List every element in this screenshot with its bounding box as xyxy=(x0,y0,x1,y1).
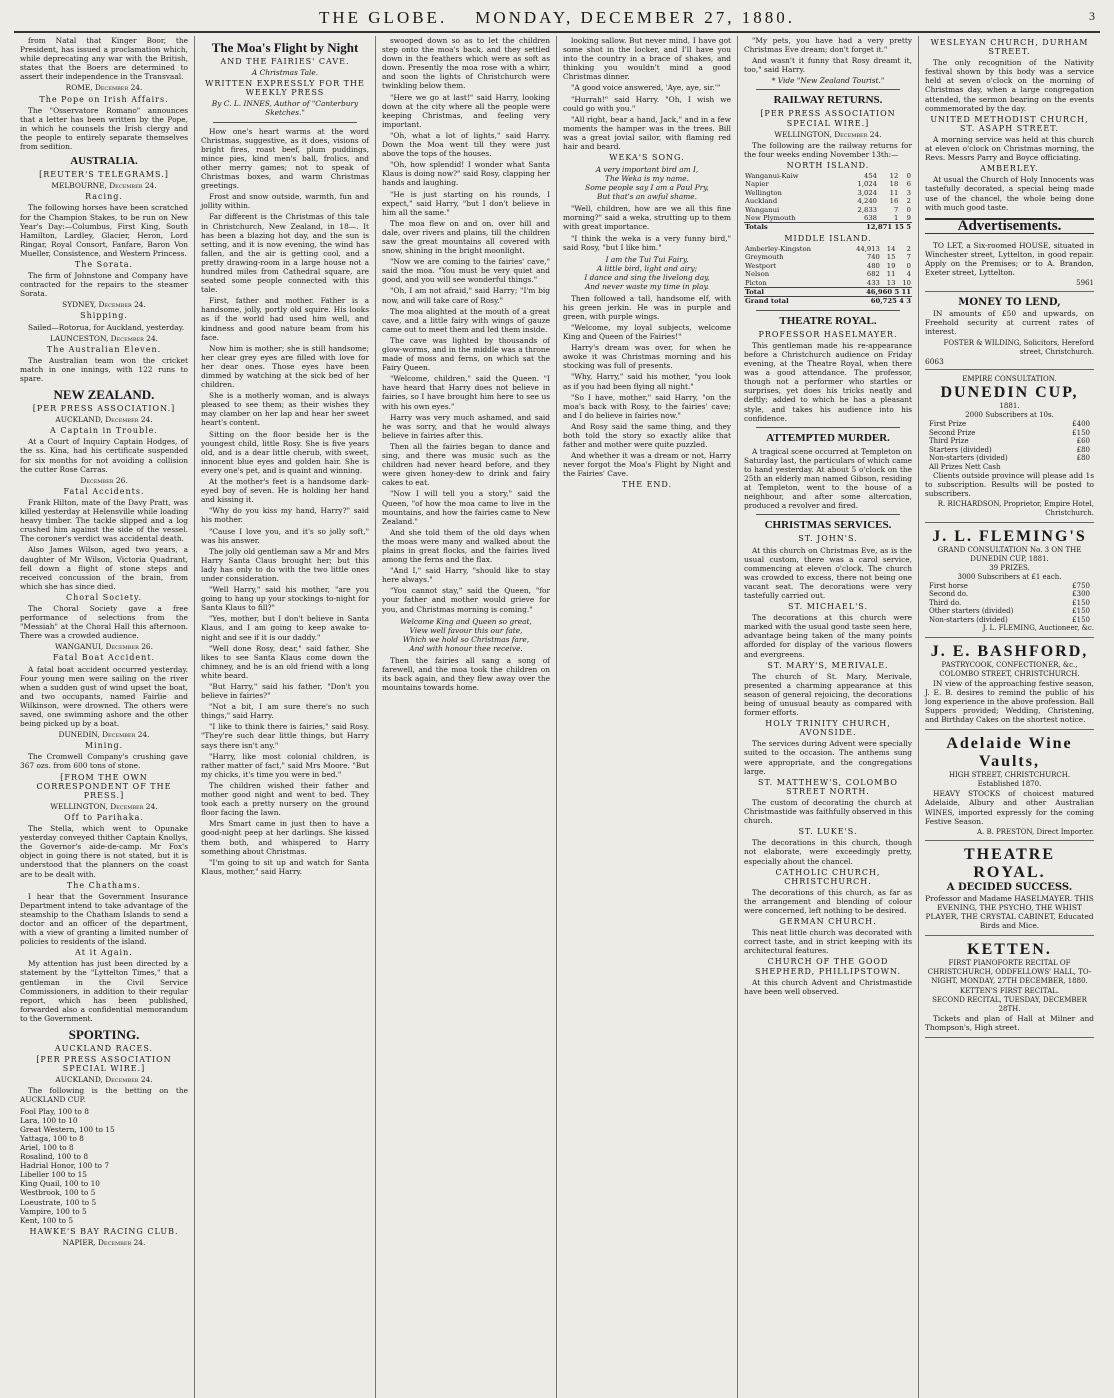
table-row: Nelson 682 11 4 xyxy=(745,270,911,279)
story-paragraph: "Not a bit, I am sure there's no such things," said Harry. xyxy=(201,702,369,721)
ad-established: Established 1870. xyxy=(977,780,1042,789)
story-paragraph: Now him is mother; she is still handsome; her clear grey eyes are filled with love for her dear ones. Those eyes have been dimmed by watching at the sick bed of her children. xyxy=(201,343,369,390)
story-paragraph: Far different is the Christmas of this tale in Christchurch, New Zealand, in 18—. It has been a blazing hot day, and the sun is setting, and it is now evening, the wind has fallen, and the air is getting cool, and a pretty drawing-room in a large house not a hundred miles from Cathedral square, are seated some people connected with this tale. xyxy=(201,212,369,295)
footnote: * Vide "New Zealand Tourist." xyxy=(771,76,885,86)
ad-big-title: J. E. BASHFORD, xyxy=(930,642,1089,660)
ad-to-let xyxy=(925,238,1094,292)
theatre-sub: PROFESSOR HASELMAYER. xyxy=(758,329,898,339)
church-text: At this church on Christmas Eve, as is the usual custom, there was a carol service, commencing at eleven o'clock. The church was crowded to excess, there not being one vacant seat. The decorations were very tastefully carried out. xyxy=(744,545,912,600)
column-2 xyxy=(195,36,376,1398)
ad-bashford xyxy=(925,640,1094,731)
story-paragraph: Harry was very much ashamed, and said he was sorry, and that he would always believe in fairies after this. xyxy=(382,412,550,440)
wellington-dateline: WELLINGTON, December 24. xyxy=(50,801,158,811)
betting-item: Vampire, 100 to 5 xyxy=(20,1206,87,1216)
story-paragraph: Then followed a tall, handsome elf, with his green jerkin. He was in purple and green, with purple wings. xyxy=(563,293,731,321)
story-paragraph: swooped down so as to let the children step onto the moa's back, and they settled down in the feathers which were as soft as down. Presently the moa rose with a whirr, and soon the lights of Christchurch were twinkling below them. xyxy=(382,36,550,91)
betting-list xyxy=(20,1107,188,1225)
tui-song xyxy=(563,255,731,291)
divider xyxy=(756,310,900,311)
church-text: The decorations in this church, though not elaborate, were exceedingly pretty, especially about the chancel. xyxy=(744,838,912,866)
prize-row: Other starters (divided) £150 xyxy=(929,607,1090,616)
shipping-headline: Shipping. xyxy=(80,311,128,321)
story-subtitle: AND THE FAIRIES' CAVE. xyxy=(220,57,350,66)
shipping-text: Sailed—Rotorua, for Auckland, yesterday. xyxy=(28,322,185,332)
church-heading: CATHOLIC CHURCH, CHRISTCHURCH. xyxy=(775,867,881,886)
story-paragraph: And Rosy said the same thing, and they both told the story so exactly alike that father and mother were quite puzzled. xyxy=(563,421,731,450)
story-paragraph: "Cause I love you, and it's so jolly soft," was his answer. xyxy=(201,526,369,545)
ad-title: MONEY TO LEND, xyxy=(958,297,1061,309)
rome-headline: The Pope on Irish Affairs. xyxy=(39,94,169,104)
ad-subtitle: A DECIDED SUCCESS. xyxy=(946,881,1073,893)
church-text: The decorations of this church, as far as the arrangement and blending of colour were concerned, left nothing to be desired. xyxy=(744,887,912,915)
story-paragraph: "Oh, how splendid! I wonder what Santa Klaus is doing now?" said Rosy, clapping her hands and laughing. xyxy=(382,160,550,188)
story-end: THE END. xyxy=(621,480,673,490)
betting-item: Great Western, 100 to 15 xyxy=(20,1124,115,1134)
columns xyxy=(14,36,1100,1398)
story-paragraph: "Here we go at last!" said Harry, looking down at the city where all the people were keeping Christmas, and feeling very important. xyxy=(382,92,550,129)
auckland-dateline: AUCKLAND, December 24. xyxy=(55,415,153,425)
story-paragraph: Harry's dream was over, for when he awoke it was Christmas morning and his stocking was full of presents. xyxy=(563,343,731,371)
sporting-source: [PER PRESS ASSOCIATION SPECIAL WIRE.] xyxy=(36,1055,172,1074)
story-paragraph: "Now we are coming to the fairies' cave," said the moa. "You must be very quiet and good, and you will see wonderful things." xyxy=(382,257,550,285)
ad-money-to-lend xyxy=(925,294,1094,370)
choral-headline: Choral Society. xyxy=(65,592,143,602)
church-text: A morning service was held at this church at eleven o'clock on Christmas morning, the Revs. Messrs Parry and Boyce officiating. xyxy=(925,134,1094,163)
column-4 xyxy=(557,36,738,1398)
betting-item: Ariel, 100 to 8 xyxy=(20,1142,74,1152)
verse-line: Which we hold so Christmas fare, xyxy=(402,634,530,644)
church-heading: ST. LUKE'S. xyxy=(798,827,858,837)
wanganui-dateline: WANGANUI, December 26. xyxy=(55,642,153,652)
hawkes-bay-dateline: NAPIER, December 24. xyxy=(62,1237,146,1247)
prize-row: First horse £750 xyxy=(929,581,1090,590)
story-paragraph: Then the fairies all sang a song of farewell, and the moa took the children on its back again, and they flew away over the mountains towards home. xyxy=(382,655,550,692)
sporting-sub: AUCKLAND RACES. xyxy=(54,1044,154,1053)
story-paragraph: looking sallow. But never mind, I have got some shot in the locker, and I'll have you into the country in a brace of shakes, and thinking you wouldn't mind a good Christmas dinner. xyxy=(563,36,731,82)
story-paragraph: "My pets, you have had a very pretty Christmas Eve dream; don't forget it." xyxy=(744,36,912,55)
verse-line: The Weka is my name. xyxy=(605,174,689,184)
church-text: This neat little church was decorated with correct taste, and in strict keeping with its architectural features. xyxy=(744,928,912,956)
story-paragraph: How one's heart warms at the word Christmas, suggestive, as it does, visions of bright fires, roast beef, plum puddings, mince pies, kind men's ball, frolics, and other merry games; not to speak of Christmas boxes, and warm Christmas greetings. xyxy=(201,126,369,191)
story-paragraph: The moa flew on and on, over hill and dale, over rivers and plains, till the children saw the great mountains all covered with snow, shining in the bright moonlight. xyxy=(382,218,550,256)
ad-subtitle: GRAND CONSULTATION No. 3 ON THE DUNEDIN CUP, 1881. xyxy=(937,545,1082,563)
murder-text: A tragical scene occurred at Templeton on Saturday last, the particulars of which came to hand yesterday. At about 5 o'clock on the 25th an elderly man named Gibson, residing at Templeton, went to the house of a neighbour, and after some altercation, produced a revolver and fired. xyxy=(744,446,912,511)
story-paragraph: "Hurrah!" said Harry. "Oh, I wish we could go with you." xyxy=(563,94,731,113)
issue-date: MONDAY, DECEMBER 27, 1880. xyxy=(475,8,796,27)
story-paragraph: "He is just starting on his rounds, I expect," said Harry, "but I don't believe in him all the same." xyxy=(382,189,550,217)
lead-paragraph: from Natal that Kinger Boor, the President, has issued a proclamation which, while deprecating any war with the British, states that the Boers are determined to assert their independence in the Transvaal. xyxy=(20,36,188,82)
story-paragraph: "I'm going to sit up and watch for Santa Klaus, mother," said Harry. xyxy=(201,857,369,876)
ad-head: EMPIRE CONSULTATION. xyxy=(962,374,1057,383)
captain-text: At a Court of Inquiry Captain Hodges, of the ss. Kina, had his certificate suspended for six months for not avoiding a collision the cutter Rose Carras. xyxy=(20,437,188,474)
betting-item: Hadrial Honor, 100 to 7 xyxy=(20,1161,110,1171)
ad-subtitle: PASTRYCOOK, CONFECTIONER, &c., xyxy=(941,660,1078,669)
betting-item: Fool Play, 100 to 8 xyxy=(20,1106,89,1116)
prize-row: Third do. £150 xyxy=(929,598,1090,607)
prize-row: Third Prize £60 xyxy=(929,437,1090,446)
story-paragraph: "Well done Rosy, dear," said father. She likes to see Santa Klaus come down the chimney, and he is an old friend with a long white beard. xyxy=(201,643,369,680)
verse-line: And with honour thee receive. xyxy=(409,643,523,653)
ad-ketten-recital xyxy=(925,938,1094,1038)
theatre-heading: THEATRE ROYAL. xyxy=(779,314,877,327)
story-paragraph: Then all the fairies began to dance and sing, and there was music such as the children had never heard before, and they were given honey-dew to drink and fairy cakes to eat. xyxy=(382,441,550,488)
ad-number: 6063 xyxy=(925,356,944,366)
church-heading: ST. MARY'S, MERIVALE. xyxy=(767,660,889,670)
divider xyxy=(756,427,900,428)
betting-item: Libeller 100 to 15 xyxy=(20,1170,87,1180)
ad-text: TO LET, a Six-roomed HOUSE, situated in Winchester street, Lyttelton, in good repair. Apply on the Premises; or to A. Brandon, Exeter street, Lyttelton. xyxy=(925,240,1094,278)
sorata-headline: The Sorata. xyxy=(74,259,134,269)
ad-subtitle: FIRST PIANOFORTE RECITAL OF CHRISTCHURCH, ODDFELLOWS' HALL, TO-NIGHT, MONDAY, 27TH DECEMBER, 1880. xyxy=(927,959,1092,986)
prize-row: Second do. £300 xyxy=(929,590,1090,599)
ad-number: 5961 xyxy=(1076,279,1094,288)
prize-row: All Prizes Nett Cash xyxy=(929,462,1001,471)
eleven-headline: The Australian Eleven. xyxy=(46,344,162,354)
sydney-dateline: SYDNEY, December 24. xyxy=(62,300,146,310)
story-paragraph: "Oh, what a lot of lights," said Harry. Down the Moa went till they were just above the tops of the houses. xyxy=(382,130,550,159)
dunedin-dateline: DUNEDIN, December 24. xyxy=(58,730,150,740)
wellington-source: [FROM THE OWN CORRESPONDENT OF THE PRESS.] xyxy=(36,772,172,800)
church-heading: CHURCH OF THE GOOD SHEPHERD, PHILLIPSTOWN. xyxy=(754,957,902,976)
ad-big-title: Adelaide Wine Vaults, xyxy=(946,735,1073,771)
story-tale: A Christmas Tale. xyxy=(251,68,319,78)
ad-text: Tickets and plan of Hall at Milner and Thompson's, High street. xyxy=(925,1013,1094,1032)
weka-song xyxy=(563,165,731,201)
story-paragraph: She is a motherly woman, and is always pleased to see them; as their wishes they may clamber on her lap and hear her sweet heart's content. xyxy=(201,391,369,428)
fatal-text: Frank Hilton, mate of the Davy Pratt, was killed yesterday at Helensville while loading heavy timber. The tackle slipped and a log crushed him against the side of the vessel. The coroner's verdict was accidental death. xyxy=(20,497,188,544)
verse-line: Some people say I am a Paul Pry, xyxy=(585,183,709,193)
at-again-headline: At it Again. xyxy=(75,948,133,958)
railway-heading: RAILWAY RETURNS. xyxy=(773,94,883,107)
church-text: At this church Advent and Christmastide have been well observed. xyxy=(744,977,912,996)
story-paragraph: "Welcome, my loyal subjects, welcome King and Queen of the Fairies!" xyxy=(563,322,731,342)
story-paragraph: "Why do you kiss my hand, Harry?" said his mother. xyxy=(201,506,369,525)
betting-item: King Quail, 100 to 10 xyxy=(20,1179,101,1189)
sporting-intro: The following is the betting on the AUCKLAND CUP. xyxy=(20,1086,188,1105)
ad-second-recital: SECOND RECITAL, TUESDAY, DECEMBER 28TH. xyxy=(932,995,1087,1013)
column-5 xyxy=(738,36,919,1398)
divider xyxy=(213,122,357,123)
ad-text: HEAVY STOCKS of choicest matured Adelaide, Albury and other Australian WINES, imported expressly for the coming Festive Season. xyxy=(925,789,1094,826)
story-paragraph: "Well Harry," said his mother, "are you going to hang up your stockings to-night for Santa Klaus to fill?" xyxy=(201,585,369,613)
masthead xyxy=(14,8,1100,33)
story-paragraph: "Why, Harry," said his mother, "you look as if you had been flying all night." xyxy=(563,372,731,391)
table-row: Napier 1,024 18 6 xyxy=(745,180,911,189)
nz-heading: NEW ZEALAND. xyxy=(53,387,155,403)
ad-firm: FOSTER & WILDING, Solicitors, Hereford street, Christchurch. xyxy=(943,338,1094,356)
story-paragraph: "I think the weka is a very funny bird," said Rosy, "but I like him." xyxy=(563,233,731,252)
ad-big-title: DUNEDIN CUP, xyxy=(940,383,1079,401)
ad-firm: A. B. PRESTON, Direct Importer. xyxy=(976,827,1094,836)
story-paragraph: Sitting on the floor beside her is the youngest child, little Rosy. She is five years old, and is a dear little cherub, with sweet, innocent blue eyes and golden hair. She is every one's pet, and is quaint and winning. xyxy=(201,429,369,475)
betting-item: Yattaga, 100 to 8 xyxy=(20,1133,84,1143)
ad-subscribers: 2000 Subscribers at 10s. xyxy=(965,411,1054,419)
ad-address: COLOMBO STREET, CHRISTCHURCH. xyxy=(939,669,1080,678)
story-byline: WRITTEN EXPRESSLY FOR THE WEEKLY PRESS xyxy=(205,79,365,98)
table-row: New Plymouth 638 1 9 xyxy=(745,214,911,223)
story-paragraph: "Yes, mother, but I don't believe in Santa Klaus, and I am going to keep awake to-night and see if it is our daddy." xyxy=(201,614,369,642)
story-paragraph: And whether it was a dream or not, Harry never forgot the Moa's Flight by Night and the Fairies' Cave. xyxy=(563,451,731,479)
ad-big-title: KETTEN. xyxy=(967,941,1052,959)
story-paragraph: Frost and snow outside, warmth, fun and jollity within. xyxy=(201,192,369,211)
paper-name: THE GLOBE. xyxy=(318,8,448,27)
mining-text: The Cromwell Company's crushing gave 367 ozs. from 600 tons of stone. xyxy=(20,752,188,771)
verse-line: And never waste my time in play. xyxy=(584,281,710,291)
column-1 xyxy=(14,36,195,1398)
church-heading: ST. JOHN'S. xyxy=(798,534,858,544)
mining-headline: Mining. xyxy=(84,741,124,751)
ad-theatre-royal xyxy=(925,843,1094,936)
story-paragraph: "Oh, I am not afraid," said Harry; "I'm big now, and will take care of Rosy." xyxy=(382,286,550,305)
church-heading: UNITED METHODIST CHURCH, ST. ASAPH STREET. xyxy=(930,114,1089,133)
betting-item: Lara, 100 to 10 xyxy=(20,1115,78,1125)
story-paragraph: "Now I will tell you a story," said the Queen, "of how the moa came to live in the mountains, and how the fairies came to New Zealand." xyxy=(382,489,550,526)
story-title: The Moa's Flight by Night xyxy=(211,40,359,55)
church-heading: ST. MATTHEW'S, COLOMBO STREET NORTH. xyxy=(758,777,898,796)
table-row: Wellington 3,024 11 3 xyxy=(745,188,911,197)
parihaka-text: The Stella, which went to Opunake yesterday conveyed thither Captain Knollys, the Governor's aide-de-camp. Mr Fox's object in going there is not stated, but it is understood that the planners on the coast are to be dealt with. xyxy=(20,824,188,879)
story-paragraph: The jolly old gentleman saw a Mr and Mrs Harry Santa Claus brought her; but this lady has only to do with the two little ones under consideration. xyxy=(201,546,369,583)
ad-firm: J. L. FLEMING, Auctioneer, &c. xyxy=(982,624,1094,633)
fatal-text-2: Also James Wilson, aged two years, a daughter of Mr Wilson, Victoria Quadrant, fell down a flight of stone steps and received concussion of the brain, from which she has since died. xyxy=(20,545,188,591)
church-text: At usual the Church of Holy Innocents was tastefully decorated, a special being made use of the chancel, the whole being done with much good taste. xyxy=(925,175,1094,212)
betting-item: Rosalind, 100 to 8 xyxy=(20,1152,89,1162)
weka-song-title: WEKA'S SONG. xyxy=(609,153,685,163)
ad-year: 1881. xyxy=(999,401,1020,410)
table-row: Wanganui 2,833 7 0 xyxy=(745,205,911,214)
story-paragraph: The moa alighted at the mouth of a great cave, and a little fairy with wings of gauze came out to meet them and led them inside. xyxy=(382,306,550,334)
betting-item: Kent, 100 to 5 xyxy=(20,1215,74,1225)
chathams-headline: The Chathams. xyxy=(66,880,142,890)
table-total-row: Total 46,960 5 11 xyxy=(745,288,911,296)
boat-headline: Fatal Boat Accident. xyxy=(52,653,156,663)
racing-text: The following horses have been scratched for the Champion Stakes, to be run on New Year's Day:—Columbus, First King, South Hamilton, Lardley, Glacier, Heron, Lord Ringar, Royal Consort, Fanfare, Baron Von Mueller, Consistence, and Western Princess. xyxy=(20,203,188,258)
railway-table-middle xyxy=(744,245,912,306)
ad-recital: KETTEN'S FIRST RECITAL. xyxy=(959,986,1060,995)
ad-big-title: J. L. FLEMING'S xyxy=(932,527,1087,545)
story-paragraph: "Harry, like most colonial children, is rather matter of fact," said Mrs Moore. "But my chicks, it's time you were in bed." xyxy=(201,751,369,779)
ad-subtitle: HIGH STREET, CHRISTCHURCH. xyxy=(948,771,1071,780)
church-heading: GERMAN CHURCH. xyxy=(779,917,877,927)
table-row: Picton 433 13 10 xyxy=(745,278,911,287)
story-paragraph: And she told them of the old days when the moas were many and walked about the plains in great flocks, and the fairies lived among the ferns and the flax. xyxy=(382,527,550,565)
railway-source: [PER PRESS ASSOCIATION SPECIAL WIRE.] xyxy=(760,109,896,128)
ad-empire-consultation xyxy=(925,372,1094,523)
church-heading: HOLY TRINITY CHURCH, AVONSIDE. xyxy=(765,719,891,738)
church-heading: WESLEYAN CHURCH, DURHAM STREET. xyxy=(930,38,1089,57)
church-text: The decorations at this church were marked with the usual good taste seen here, advantage being taken of the many points afforded for display of the various flowers and evergreens. xyxy=(744,613,912,659)
prize-row: Non-starters (divided) £80 xyxy=(929,454,1090,463)
story-paragraph: First, father and mother. Father is a handsome, jolly, portly old squire. His looks as if the world had used him well, and kindness and good nature beam from his face. xyxy=(201,296,369,342)
story-paragraph: "So I have, mother," said Harry, "on the moa's back with Rosy, to the fairies' cave; and I do believe in fairies now." xyxy=(563,392,731,420)
betting-item: Loeustrate, 100 to 5 xyxy=(20,1197,97,1207)
table-total-row: Totals 12,871 15 5 xyxy=(745,223,911,232)
story-paragraph: The children wished their father and mother good night and went to bed. They took each a pretty nursery on the ground floor facing the lawn. xyxy=(201,780,369,818)
church-heading: ST. MICHAEL'S. xyxy=(787,602,869,612)
column-3 xyxy=(376,36,557,1398)
murder-heading: ATTEMPTED MURDER. xyxy=(766,431,890,444)
eleven-text: The Australian team won the cricket match in one innings, with 122 runs to spare. xyxy=(20,355,188,383)
page-number: 3 xyxy=(1089,9,1098,23)
melbourne-dateline: MELBOURNE, December 24. xyxy=(51,181,157,191)
sporting-dateline: AUCKLAND, December 24. xyxy=(55,1075,153,1085)
auckland-date2: December 26. xyxy=(80,475,128,485)
boat-text: A fatal boat accident occurred yesterday. Four young men were sailing on the river when a sudden gust of wind upset the boat, and two occupants, named Fairlie and Wilkinson, were drowned. The others were saved, one swimming ashore and the other being picked up by a boat. xyxy=(20,664,188,729)
church-heading: AMBERLEY. xyxy=(980,164,1039,174)
ad-firm: R. RICHARDSON, Proprietor, Empire Hotel, Christchurch. xyxy=(937,500,1094,518)
table-row: Westport 480 19 0 xyxy=(745,261,911,270)
parihaka-headline: Off to Parihaka. xyxy=(64,812,144,822)
table-row: Greymouth 740 15 7 xyxy=(745,253,911,262)
story-paragraph: At the mother's feet is a handsome dark-eyed boy of seven. He is holding her hand and kissing it. xyxy=(201,477,369,505)
australia-heading: AUSTRALIA. xyxy=(70,155,138,168)
divider xyxy=(756,89,900,90)
table-row: Amberley-Kingston 44,913 14 2 xyxy=(745,244,911,253)
ad-fleming-consultation xyxy=(925,525,1094,638)
story-paragraph: "A good voice answered, 'Aye, aye, sir.'" xyxy=(571,83,721,93)
at-again-text: My attention has just been directed by a statement by the "Lyttelton Times," that a gentleman in the Civil Service Commissioners, in addition to their regular report, which has been published, forwarded also a confidential memorandum to the Government. xyxy=(20,959,188,1023)
ad-prizes-title: 39 PRIZES. xyxy=(989,563,1030,572)
chathams-text: I hear that the Government Insurance Department intend to take advantage of the steamship to the Chatham Islands to send a doctor and an officer of the department, with a view of granting a limited number of policies to residents of the island. xyxy=(20,891,188,947)
advertisements-heading: Advertisements. xyxy=(925,218,1094,234)
railway-table-north xyxy=(744,172,912,232)
rome-dateline: ROME, December 24. xyxy=(65,83,143,93)
hawkes-bay-heading: HAWKE'S BAY RACING CLUB. xyxy=(29,1226,179,1236)
story-paragraph: "All right, bear a hand, Jack," and in a few moments the hamper was in the trees. Bill was a great jovial sailor, with flaming red hair and beard. xyxy=(563,114,731,152)
story-paragraph: "But Harry," said his father, "Don't you believe in fairies?" xyxy=(201,682,369,701)
story-author: By C. L. INNES, Author of "Canterbury Sketches." xyxy=(211,99,359,118)
church-text: The church of St. Mary, Merivale, presented a charming appearance at this season of general rejoicing, the decorations being of unusual beauty as compared with former efforts. xyxy=(744,671,912,718)
ad-big-title: THEATRE ROYAL. xyxy=(963,845,1056,881)
railway-intro: The following are the railway returns for the four weeks ending November 13th:— xyxy=(744,140,912,159)
table-row: Wanganui-Kaiw 454 12 0 xyxy=(745,172,911,181)
table-row: Auckland 4,240 16 2 xyxy=(745,197,911,206)
church-text: The custom of decorating the church at Christmastide was faithfully observed in this church. xyxy=(744,797,912,826)
verse-line: But that's an awful shame. xyxy=(597,192,697,202)
ad-text: IN view of the approaching festive season, J. E. B. desires to remind the public of his long experience in the above profession. Ball Suppers provided; Wedding, Christening, and Birthday Cakes on the shortest notice. xyxy=(925,678,1094,725)
story-paragraph: Mrs Smart came in just then to have a good-night peep at her darlings. She kissed them both, and whispered to Harry something about Christmas. xyxy=(201,819,369,856)
story-paragraph: "You cannot stay," said the Queen, "for your father and mother would grieve for you, and Christmas morning is coming." xyxy=(382,586,550,614)
story-paragraph: "Welcome, children," said the Queen. "I have heard that Harry does not believe in fairies, so I have brought him here to see us with his own eyes." xyxy=(382,374,550,411)
divider xyxy=(756,514,900,515)
captain-headline: A Captain in Trouble. xyxy=(50,426,158,436)
australia-source: [REUTER'S TELEGRAMS.] xyxy=(39,170,169,180)
theatre-text: This gentleman made his re-appearance before a Christchurch audience on Friday evening, at the Theatre Royal, when there was a good attendance. The professor, though not a performer who startles or surprises, yet does his tricks neatly and deftly; added to which he has a pleasant style, and takes his audience into his confidence. xyxy=(744,340,912,423)
column-6 xyxy=(919,36,1100,1398)
story-paragraph: And wasn't it funny that Rosy dreamt it, too," said Harry. xyxy=(744,56,912,75)
ad-text: IN amounts of £50 and upwards, on Freehold security at current rates of interest. xyxy=(925,309,1094,337)
racing-headline: Racing. xyxy=(85,192,123,202)
prize-row: Non-starters (divided) £150 xyxy=(929,615,1090,624)
nz-source: [PER PRESS ASSOCIATION.] xyxy=(32,404,176,414)
verse-line: A very important bird am I, xyxy=(595,165,699,175)
verse-line: I am the Tui Tui Fairy, xyxy=(605,254,689,264)
church-text: The services during Advent were specially suited to the occasion. The anthems sung were appropriate, and the congregations large. xyxy=(744,739,912,776)
story-paragraph: "I like to think there is fairies," said Rosy. "They're such dear little things, but Harry says there isn't any." xyxy=(201,722,369,750)
story-paragraph: "Well, children, how are we all this fine morning?" said a weka, strutting up to them with great importance. xyxy=(563,204,731,232)
verse-line: I dance and sing the livelong day, xyxy=(584,272,710,282)
verse-line: View well favour this our fate, xyxy=(409,625,523,635)
story-paragraph: The cave was lighted by thousands of glow-worms, and in the middle was a throne made of moss and ferns, on which sat the Fairy Queen. xyxy=(382,335,550,373)
fairy-verse xyxy=(382,617,550,653)
verse-line: Welcome King and Queen so great, xyxy=(400,616,532,626)
north-island-label: NORTH ISLAND. xyxy=(786,160,870,170)
middle-island-label: MIDDLE ISLAND. xyxy=(784,233,872,243)
church-text: The only recognition of the Nativity festival shown by this body was a service held at seven o'clock on the morning of Christmas day, when a large congregation attended, the sermon bearing on the events commemorated by the day. xyxy=(925,58,1094,113)
ad-text: Professor and Madame HASELMAYER. THIS EVENING, THE PSYCHO, THE WHIST PLAYER, THE CRYSTAL CABINET, Educated Birds and Mice. xyxy=(925,893,1094,931)
ad-adelaide-wine-vaults xyxy=(925,732,1094,841)
prize-row: Starters (divided) £80 xyxy=(929,445,1090,454)
verse-line: A little bird, light and airy; xyxy=(596,263,698,273)
betting-item: Westbrook, 100 to 5 xyxy=(20,1188,96,1198)
sporting-heading: SPORTING. xyxy=(68,1027,140,1042)
christmas-heading: CHRISTMAS SERVICES. xyxy=(764,519,892,532)
railway-dateline: WELLINGTON, December 24. xyxy=(774,129,882,139)
sorata-text: The firm of Johnstone and Company have contracted for the repairs to the steamer Sorata. xyxy=(20,271,188,299)
table-grand-total-row: Grand total 60,725 4 3 xyxy=(745,297,911,306)
choral-text: The Choral Society gave a free performance of selections from the "Messiah" at the Choral Hall this afternoon. There was a crowded audience. xyxy=(20,603,188,641)
rome-text: The "Osservatore Romano" announces that a letter has been written by the Pope, in which he counsels the Irish clergy and the people to entirely separate themselves from sedition. xyxy=(20,105,188,152)
prize-row: First Prize £400 xyxy=(929,420,1090,429)
fatal-headline: Fatal Accidents. xyxy=(63,486,145,496)
ad-text: Clients outside province will please add 1s to subscription. Results will be posted to subscribers. xyxy=(925,471,1094,499)
launceston-dateline: LAUNCESTON, December 24. xyxy=(49,333,159,343)
prize-row: Second Prize £150 xyxy=(929,428,1090,437)
ad-subscribers: 3000 Subscribers at £1 each. xyxy=(957,572,1062,581)
story-paragraph: "And I," said Harry, "should like to stay here always." xyxy=(382,566,550,585)
